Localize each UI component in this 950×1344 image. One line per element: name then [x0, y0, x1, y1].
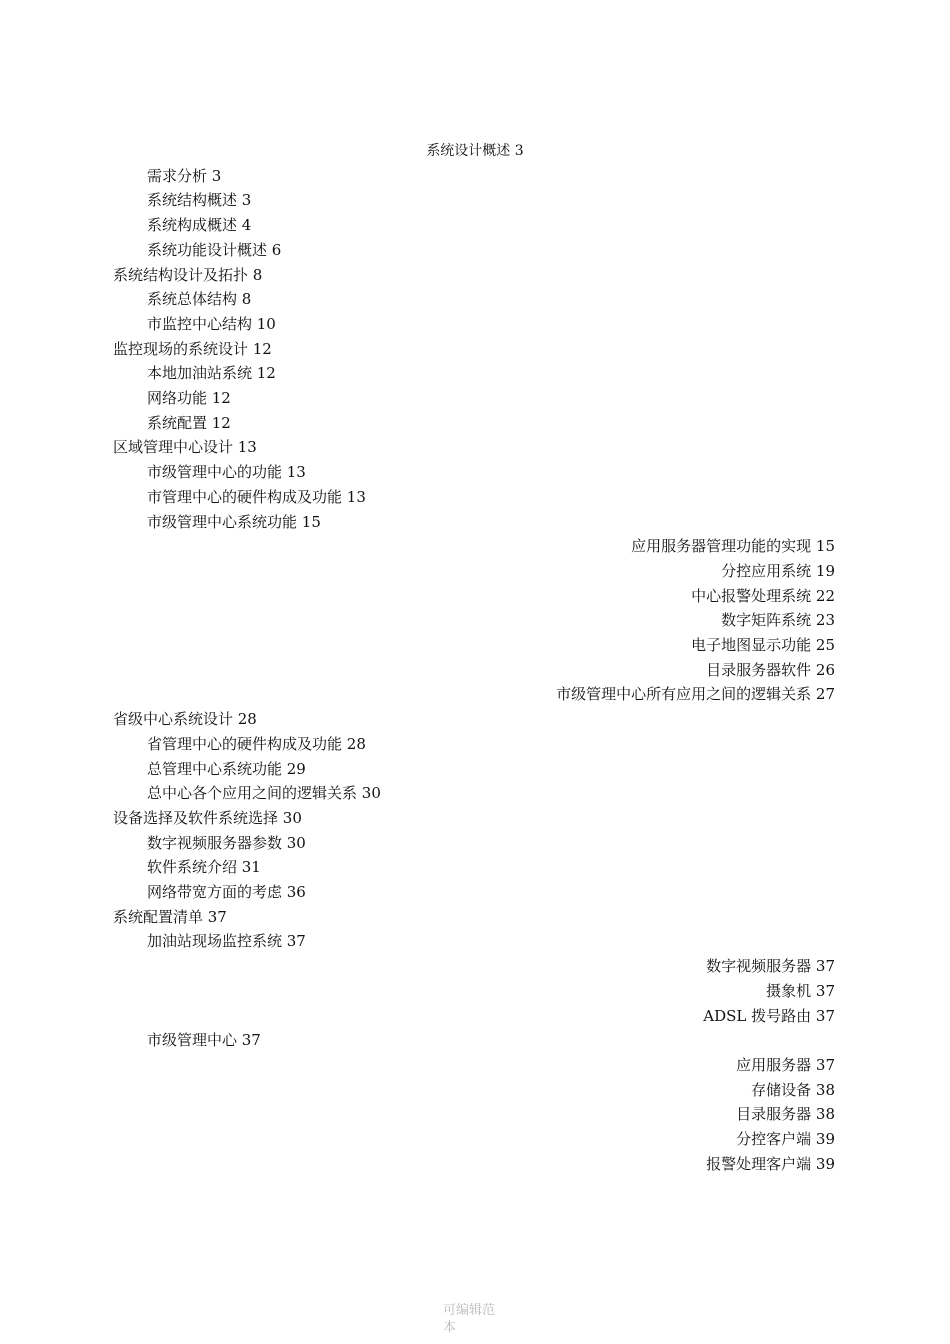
toc-entry[interactable]: 省管理中心的硬件构成及功能 28	[147, 734, 366, 753]
toc-entry[interactable]: 区域管理中心设计 13	[113, 438, 257, 457]
toc-entry[interactable]: 省级中心系统设计 28	[113, 710, 257, 729]
toc-entry[interactable]: 需求分析 3	[147, 166, 222, 185]
toc-entry[interactable]: 数字视频服务器参数 30	[147, 833, 306, 852]
footer-watermark: 可编辑范本	[443, 1303, 496, 1335]
toc-entry[interactable]: 数字矩阵系统 23	[721, 611, 835, 630]
toc-entry[interactable]: 报警处理客户端 39	[706, 1154, 835, 1173]
toc-entry[interactable]: 目录服务器 38	[736, 1105, 835, 1124]
toc-entry[interactable]: 系统功能设计概述 6	[147, 240, 282, 259]
toc-entry[interactable]: 本地加油站系统 12	[147, 364, 276, 383]
toc-entry[interactable]: 应用服务器 37	[736, 1055, 835, 1074]
toc-entry[interactable]: 市级管理中心 37	[147, 1031, 261, 1050]
toc-entry[interactable]: 市监控中心结构 10	[147, 314, 276, 333]
toc-entry[interactable]: 市级管理中心的功能 13	[147, 463, 306, 482]
toc-entry[interactable]: 分控客户端 39	[736, 1130, 835, 1148]
toc-entry[interactable]: 数字视频服务器 37	[706, 957, 835, 976]
toc-entry[interactable]: 系统总体结构 8	[147, 290, 252, 309]
toc-entry[interactable]: 加油站现场监控系统 37	[147, 932, 306, 951]
toc-entry[interactable]: 总管理中心系统功能 29	[147, 759, 306, 778]
toc-entry[interactable]: 设备选择及软件系统选择 30	[113, 808, 302, 827]
toc-entry[interactable]: 软件系统介绍 31	[147, 858, 261, 877]
toc-entry[interactable]: 电子地图显示功能 25	[691, 636, 835, 654]
toc-entry[interactable]: 总中心各个应用之间的逻辑关系 30	[147, 784, 381, 803]
toc-entry[interactable]: 存储设备 38	[751, 1080, 835, 1099]
toc-entry[interactable]: ADSL 拨号路由 37	[703, 1006, 835, 1025]
toc-entry[interactable]: 目录服务器软件 26	[706, 660, 835, 679]
toc-entry[interactable]: 应用服务器管理功能的实现 15	[631, 537, 835, 556]
toc-entry[interactable]: 系统设计概述 3	[426, 143, 524, 159]
toc-entry[interactable]: 系统构成概述 4	[147, 216, 252, 235]
toc-entry[interactable]: 中心报警处理系统 22	[691, 586, 835, 605]
toc-entry[interactable]: 分控应用系统 19	[721, 561, 835, 580]
toc-entry[interactable]: 系统结构概述 3	[147, 191, 252, 210]
toc-entry[interactable]: 市级管理中心系统功能 15	[147, 512, 321, 531]
toc-entry[interactable]: 系统结构设计及拓扑 8	[113, 265, 263, 284]
toc-entry[interactable]: 市管理中心的硬件构成及功能 13	[147, 487, 366, 506]
toc-entry[interactable]: 监控现场的系统设计 12	[113, 339, 272, 358]
toc-entry[interactable]: 市级管理中心所有应用之间的逻辑关系 27	[556, 685, 835, 704]
toc-entry[interactable]: 摄象机 37	[766, 981, 835, 1000]
toc-entry[interactable]: 网络功能 12	[147, 389, 231, 407]
toc-entry[interactable]: 系统配置 12	[147, 413, 231, 432]
toc-entry[interactable]: 系统配置清单 37	[113, 907, 227, 926]
toc-entry[interactable]: 网络带宽方面的考虑 36	[147, 883, 306, 901]
